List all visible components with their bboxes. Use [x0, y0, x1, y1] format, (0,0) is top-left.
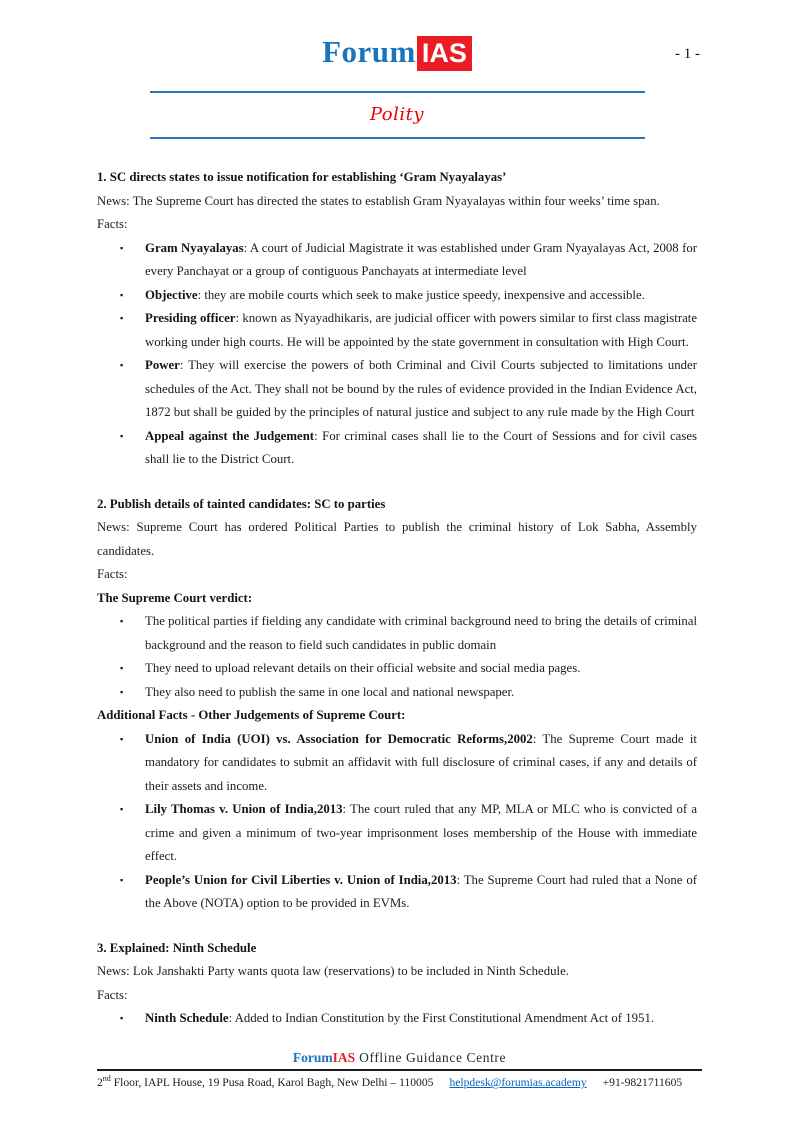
footer-centre-line [97, 1050, 702, 1066]
bullet-icon: ▪ [120, 874, 124, 885]
bullet-icon: ▪ [120, 430, 124, 441]
page-footer [97, 1050, 702, 1089]
footer-email-link[interactable]: helpdesk@forumias.academy [449, 1076, 587, 1089]
footer-address-number: 2 [97, 1076, 103, 1089]
bullet-icon: ▪ [120, 360, 124, 370]
subheading-additional-facts: Additional Facts - Other Judgements of Supreme Court: [97, 708, 406, 722]
bullet-icon: ▪ [120, 242, 124, 253]
list-item: ▪ Ninth Schedule: Added to Indian Constitution by the First Constitutional Amendment Act of 1951. [97, 1007, 697, 1031]
bullet-icon: ▪ [120, 804, 124, 814]
title-rule-bottom [150, 137, 645, 139]
news-line: News: Supreme Court has ordered Political Parties to publish the criminal history of Lok Sabha, Assembly candidates. [97, 520, 697, 558]
list-item: ▪ They need to upload relevant details on their official website and social media pages. [97, 657, 697, 681]
page-title: Polity [369, 104, 425, 125]
news-line: News: The Supreme Court has directed the states to establish Gram Nyayalayas within four weeks’ time span. [97, 193, 660, 208]
list-item: ▪ They also need to publish the same in one local and national newspaper. [97, 681, 697, 705]
list-item: ▪ The political parties if fielding any candidate with criminal background need to bring the details of criminal background and the reason to field such candidates in public domain [97, 610, 697, 657]
section-gram-nyayalayas [97, 166, 697, 472]
list-item: ▪ People’s Union for Civil Liberties v. Union of India,2013: The Supreme Court had ruled that a None of the Above (NOTA) option to be provided in EVMs. [97, 869, 697, 916]
bullet-icon: ▪ [120, 313, 124, 323]
section-ninth-schedule [97, 937, 697, 1031]
facts-label: Facts: [97, 217, 128, 231]
list-item: ▪ Appeal against the Judgement: For criminal cases shall lie to the Court of Sessions and for civil cases shall lie to the District Court. [97, 425, 697, 472]
document-content [0, 166, 794, 1031]
footer-address-line [97, 1074, 702, 1089]
footer-rule [97, 1069, 702, 1071]
bullet-icon: ▪ [120, 686, 124, 697]
bullet-icon: ▪ [120, 289, 124, 300]
page-header [0, 0, 794, 67]
section-tainted-candidates [97, 493, 697, 916]
footer-address-ordinal: nd [102, 1074, 111, 1084]
list-item: ▪ Union of India (UOI) vs. Association for Democratic Reforms,2002: The Supreme Court made it mandatory for candidates to submit an affidavit with full disclosure of criminal cases, if any and details of their assets and income. [97, 728, 697, 799]
footer-logo-ias: IAS [332, 1050, 356, 1066]
list-item: ▪ Power: They will exercise the powers of both Criminal and Civil Courts subjected to limitations under schedules of the Act. They shall not be bound by the rules of evidence provided in the Indian Evidence Act, 1872 but shall be guided by the principles of natural justice and subject to any rule made by the High Court [97, 354, 697, 425]
bullet-icon: ▪ [120, 1013, 124, 1023]
subheading-verdict: The Supreme Court verdict: [97, 590, 253, 605]
section-heading: 1. SC directs states to issue notification for establishing ‘Gram Nyayalayas’ [97, 170, 507, 184]
footer-logo-forum: Forum [292, 1050, 333, 1066]
footer-phone: +91-9821711605 [602, 1076, 683, 1089]
section-heading: 2. Publish details of tainted candidates: SC to parties [97, 496, 386, 511]
bullet-icon: ▪ [120, 616, 124, 626]
facts-label: Facts: [97, 567, 128, 581]
list-item: ▪ Gram Nyayalayas: A court of Judicial Magistrate it was established under Gram Nyayalayas Act, 2008 for every Panchayat or a group of contiguous Panchayats at intermediate level [97, 237, 697, 284]
logo-forum-text: Forum [322, 34, 416, 69]
news-line: News: Lok Janshakti Party wants quota law (reservations) to be included in Ninth Schedule. [97, 964, 569, 978]
bullet-icon: ▪ [120, 733, 124, 744]
facts-label: Facts: [97, 987, 128, 1002]
title-block [150, 91, 645, 139]
footer-address-text: Floor, IAPL House, 19 Pusa Road, Karol Bagh, New Delhi – 110005 [110, 1076, 434, 1089]
footer-centre-text: Offline Guidance Centre [355, 1050, 507, 1066]
list-item: ▪ Objective: they are mobile courts which seek to make justice speedy, inexpensive and accessible. [97, 284, 697, 308]
logo-ias-text: IAS [417, 36, 472, 71]
forumias-logo [322, 36, 472, 67]
list-item: ▪ Presiding officer: known as Nyayadhikaris, are judicial officer with powers similar to first class magistrate working under high courts. He will be appointed by the state government in consultation with High Court. [97, 307, 697, 354]
bullet-icon: ▪ [120, 663, 124, 673]
page-number: - 1 - [675, 46, 700, 62]
section-heading: 3. Explained: Ninth Schedule [97, 940, 257, 955]
list-item: ▪ Lily Thomas v. Union of India,2013: The court ruled that any MP, MLA or MLC who is convicted of a crime and given a minimum of two-year imprisonment loses membership of the House with immediate effect. [97, 798, 697, 869]
